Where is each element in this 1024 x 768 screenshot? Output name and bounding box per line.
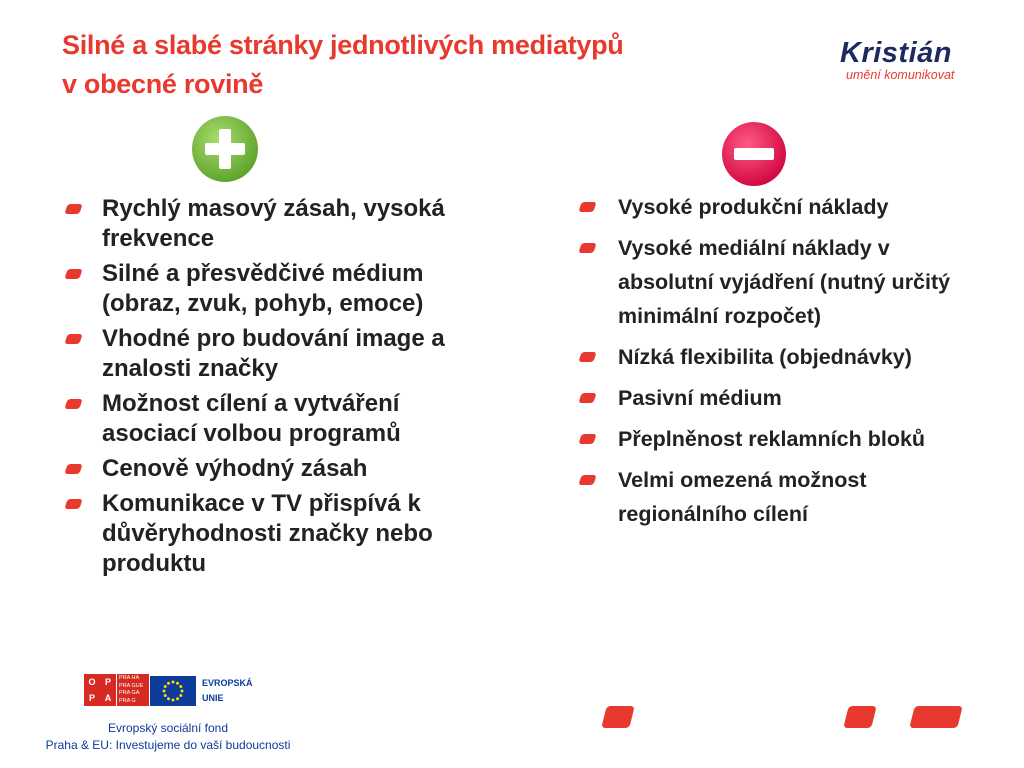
strength-item: Silné a přesvědčivé médium (obraz, zvuk, pohyb, emoce) [66,259,446,319]
weakness-item: Pasivní médium [580,381,960,415]
strengths-list [66,194,446,584]
bullet-icon [578,243,596,253]
strength-item: Cenově výhodný zásah [66,454,446,484]
footer-slogan: Praha & EU: Investujeme do vaší budoucnosti [45,738,291,752]
bullet-icon [578,434,596,444]
strength-item: Možnost cílení a vytváření asociací volbou programů [66,389,446,449]
weaknesses-list [580,190,960,538]
bullet-icon [64,464,82,474]
bullet-icon [64,334,82,344]
decor-shape [909,706,962,728]
bullet-icon [64,269,82,279]
kristian-logo [840,38,975,82]
eu-label: EVROPSKÁ UNIE [202,678,253,703]
oppa-logo: O P P A [84,674,116,706]
footer-fund: Evropský sociální fond [107,721,229,735]
funding-logos [84,674,264,706]
weakness-item: Vysoké produkční náklady [580,190,960,224]
weakness-item: Nízká flexibilita (objednávky) [580,340,960,374]
strength-item: Komunikace v TV přispívá k důvěryhodnosti značky nebo produktu [66,489,446,579]
weakness-item: Velmi omezená možnost regionálního cílení [580,463,960,531]
strength-item: Rychlý masový zásah, vysoká frekvence [66,194,446,254]
decor-shape [601,706,634,728]
logo-tagline: umění komunikovat [846,68,955,82]
slide-title [62,26,782,104]
bullet-icon [64,204,82,214]
plus-icon [190,114,260,184]
title-line-1: Silné a slabé stránky jednotlivých mediatypů [62,30,624,60]
praha-logo: PRA HA PRA GUE PRA GA PRA G [117,674,149,706]
title-line-2: v obecné rovině [62,69,264,99]
bullet-icon [64,399,82,409]
bullet-icon [64,499,82,509]
decor-shape [843,706,876,728]
strength-item: Vhodné pro budování image a znalosti značky [66,324,446,384]
minus-icon [720,120,788,188]
bullet-icon [578,475,596,485]
footer-caption [0,720,336,754]
bullet-icon [578,202,596,212]
bullet-icon [578,352,596,362]
logo-name: Kristián [840,37,952,69]
weakness-item: Vysoké mediální náklady v absolutní vyjádření (nutný určitý minimální rozpočet) [580,231,960,333]
bullet-icon [578,393,596,403]
weakness-item: Přeplněnost reklamních bloků [580,422,960,456]
eu-flag-icon [150,676,196,706]
